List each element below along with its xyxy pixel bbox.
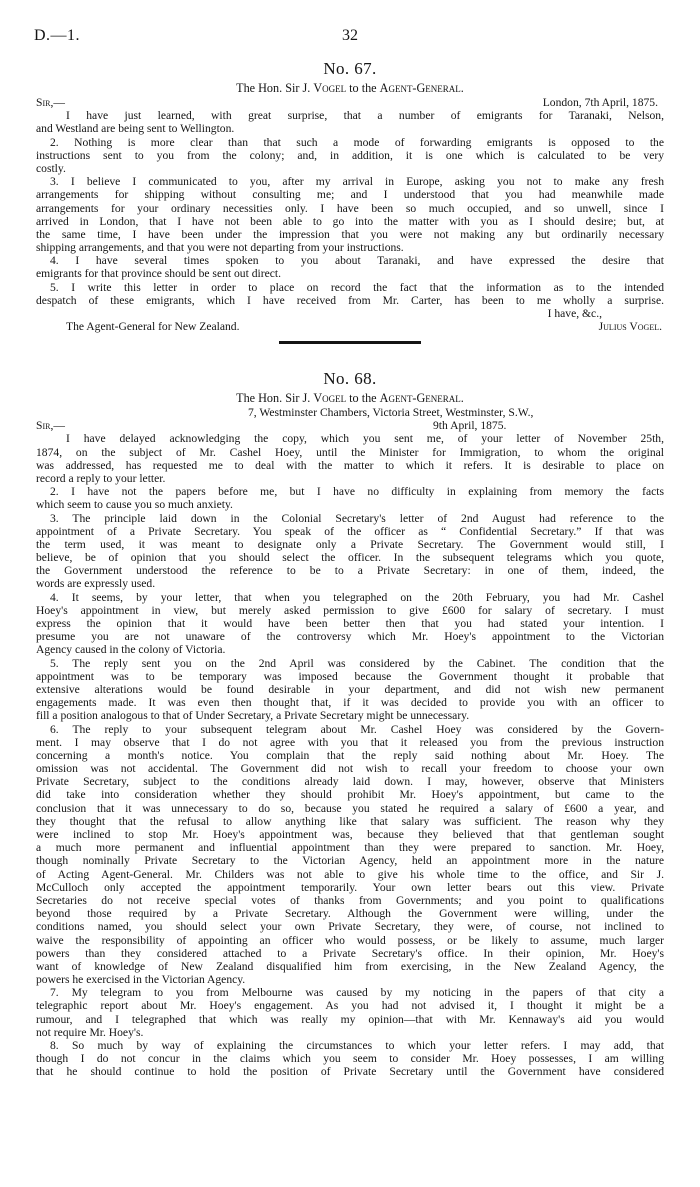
salutation-row <box>36 419 664 432</box>
body-line: though I do not concur in the claims which you seem to consider Mr. Hoey possesses, I am willing <box>36 1052 664 1066</box>
body-line: Agency caused in the colony of Victoria. <box>36 643 226 657</box>
body-line: I have just learned, with great surprise, that a number of emigrants for Taranaki, Nelson, <box>66 109 664 123</box>
salutation: Sir,— <box>36 96 65 109</box>
body-line: ment. I may observe that I do not agree with you that it released you from the previous instruction <box>36 735 664 749</box>
body-line: conclusion that it was unnecessary to do so, because you stated he required a salary of £600 a year, and <box>36 801 664 815</box>
place-date: London, 7th April, 1875. <box>542 96 658 109</box>
body-line: 2. Nothing is more clear than that such a mode of forwarding emigrants is opposed to the <box>50 135 664 149</box>
body-line: 8. So much by way of explaining the circumstances to which your letter refers. I may add, that <box>50 1039 664 1052</box>
body-line: arrangements for shipping without consulting me; and I understood that you had meanwhile made <box>36 188 664 202</box>
salutation-row <box>36 96 664 109</box>
body-line: words are expressly used. <box>36 577 156 591</box>
body-line: instructions sent to you from the colony; and, in addition, it is one which is calculated to be very <box>36 148 664 162</box>
body-line: engagements made. It was even then thought that, if it was decided to provide you with an officer to <box>36 696 664 710</box>
page-number: 32 <box>342 27 358 44</box>
body-line: conditions named, you should select your own Private Secretary, they were, of course, not inclined to <box>36 920 664 934</box>
salutation: Sir,— <box>36 419 65 433</box>
body-line: extensive alterations would be found desirable in your department, and did not wish new permanent <box>36 682 664 696</box>
body-line: costly. <box>36 161 66 175</box>
body-line: the Government understood the reference to be to a Private Secretary: in one of them, indeed, the <box>36 564 664 578</box>
body-line: 2. I have not the papers before me, but I have no difficulty in explaining from memory the facts <box>50 485 664 499</box>
letter-number: No. 68. <box>323 369 377 388</box>
body-line: omission was not accidental. The Government did not wish to recall your freedom to choose your own <box>36 762 664 776</box>
body-line: and Westland are being sent to Wellington. <box>36 122 235 136</box>
body-line: a much more permanent and influential appointment than they were prepared to sanction. Mr. Hoey, <box>36 841 664 855</box>
body-line: concerning a month's notice. You complain that the reply said nothing about Mr. Hoey. The <box>36 748 664 762</box>
address-row <box>36 406 664 419</box>
body-line: arrived in London, that I have not been able to go into the matter with you as I should desire; but, at <box>36 214 664 228</box>
body-line: powers than they considered attached to a Private Secretary's office. In their opinion, Mr. Hoey's <box>36 946 664 960</box>
body-line: 4. I have several times spoken to you about Taranaki, and have expressed the desire that <box>50 254 664 268</box>
body-line: Secretaries do not receive special votes of thanks from Governments; and you point to qualifications <box>36 893 664 907</box>
body-line: express the opinion that it would have been better then that you had stated your intention. I <box>36 617 664 630</box>
body-line: appointment was to be temporary was imposed because the Government thought it probable that <box>36 669 664 683</box>
body-line: believe, be of opinion that you should select the officer. In the subsequent telegrams which you quote, <box>36 551 664 565</box>
body-line: rumour, and I telegraphed that which was really my opinion—that with Mr. Kennaway's aid you would <box>36 1012 664 1026</box>
body-line: I have delayed acknowledging the copy, which you sent me, of your letter of November 25th, <box>66 432 664 446</box>
body-line: presume you are not unaware of the controversy which Mr. Hoey's appointment to the Victorian <box>36 630 664 644</box>
body-line: 3. The principle laid down in the Colonial Secretary's letter of 2nd August had reference to the <box>50 511 664 525</box>
signature-row <box>36 320 664 333</box>
body-line: not require Mr. Hoey's. <box>36 1025 144 1039</box>
document-reference: D.—1. <box>34 27 81 44</box>
body-line: 7. My telegram to you from Melbourne was caused by my noticing in the papers of that city a <box>50 986 664 1000</box>
page-header <box>34 27 666 47</box>
signature: Julius Vogel. <box>598 320 662 334</box>
body-line: that he should continue to hold the position of Private Secretary until the Government have considered <box>36 1065 664 1079</box>
letter-title: The Hon. Sir J. Vogel to the Agent-General. <box>236 391 464 405</box>
body-line: 4. It seems, by your letter, that when you telegraphed on the 20th February, you had Mr. Cashel <box>50 590 664 604</box>
addressee: The Agent-General for New Zealand. <box>66 320 240 334</box>
body-line: beyond those required by a Private Secretary. Although the Government were willing, under the <box>36 907 664 921</box>
body-line: was addressed, has requested me to deal with the matter to which it refers. It is desirable to place on <box>36 458 664 472</box>
body-line: emigrants for that province should be sent out direct. <box>36 267 282 281</box>
body-line: waive the responsibility of appointing an officer who would possess, or be likely to assume, much larger <box>36 933 664 947</box>
body-line: want of knowledge of New Zealand disqualified him from exercising, in the New Zealand Agency, the <box>36 959 664 973</box>
letter-number: No. 67. <box>323 59 377 78</box>
body-line: Hoey's appointment in view, but merely asked permission to give £600 for salary of secretary. I must <box>36 603 664 617</box>
body-line: shipping arrangements, and that you were not departing from your instructions. <box>36 241 404 255</box>
body-line: 6. The reply to your subsequent telegram about Mr. Cashel Hoey was considered by the Govern- <box>50 722 664 736</box>
body-line: though nominally Private Secretary to the Victorian Agency, held an appointment more in the nature <box>36 854 664 868</box>
body-line: of Acting Agent-General. Mr. Childers was not able to give his whole time to the office, and Sir J. <box>36 867 664 881</box>
closing: I have, &c., <box>547 307 602 320</box>
body-line: the term used, it was meant to designate only a Private Secretary. The Government would still, I <box>36 537 664 551</box>
letter-68 <box>36 368 664 1079</box>
body-line: 3. I believe I communicated to you, after my arrival in Europe, asking you not to make any fresh <box>50 175 664 189</box>
body-line: Private Secretary, subject to the conditions already laid down. I may, however, observe that Ministers <box>36 775 664 789</box>
body-line: arrangements for your ordinary necessities only. I have been so much occupied, and so unwell, since I <box>36 201 664 215</box>
body-line: telegraphic report about Mr. Hoey's engagement. As you had not advised it, I thought it might be a <box>36 999 664 1013</box>
body-line: 5. I write this letter in order to place on record the fact that the information as to the intended <box>50 280 664 294</box>
body-line: powers he exercised in the Victorian Agency. <box>36 973 246 987</box>
closing-row <box>36 307 664 320</box>
body-line: which seem to cause you so much anxiety. <box>36 498 233 512</box>
letter-date: 9th April, 1875. <box>433 419 507 433</box>
body-line: record a reply to your letter. <box>36 471 166 485</box>
body-line: appointment of a Private Secretary. You speak of the officer as “ Confidential Secretary.” If that was <box>36 524 664 538</box>
sender-address: 7, Westminster Chambers, Victoria Street, Westminster, S.W., <box>248 406 534 419</box>
body-line: 5. The reply sent you on the 2nd April was considered by the Cabinet. The condition that the <box>50 656 664 670</box>
section-divider <box>279 341 421 344</box>
letter-67 <box>36 58 664 351</box>
body-line: they thought that the refusal to allow anything like that salary was sufficient. The reason why they <box>36 814 664 828</box>
letter-title: The Hon. Sir J. Vogel to the Agent-General. <box>236 81 464 95</box>
body-line: despatch of these emigrants, which I have received from Mr. Carter, has been to me wholly a surprise. <box>36 293 664 307</box>
body-line: fill a position analogous to that of Under Secretary, a Private Secretary might be unnecessary. <box>36 709 470 723</box>
body-line: the same time, I have been under the impression that you were not making any but ordinarily necessary <box>36 227 664 241</box>
body-line: McCulloch only accepted the appointment temporarily. Your own letter bears out this view. Private <box>36 880 664 894</box>
body-line: 1874, on the subject of Mr. Cashel Hoey, until the Minister for Immigration, to whom the original <box>36 445 664 459</box>
body-line: did take into consideration whether they should prohibit Mr. Hoey's appointment, but came to the <box>36 788 664 802</box>
body-line: were inclined to stop Mr. Hoey's appointment was, because they believed that that gentleman sought <box>36 828 664 841</box>
